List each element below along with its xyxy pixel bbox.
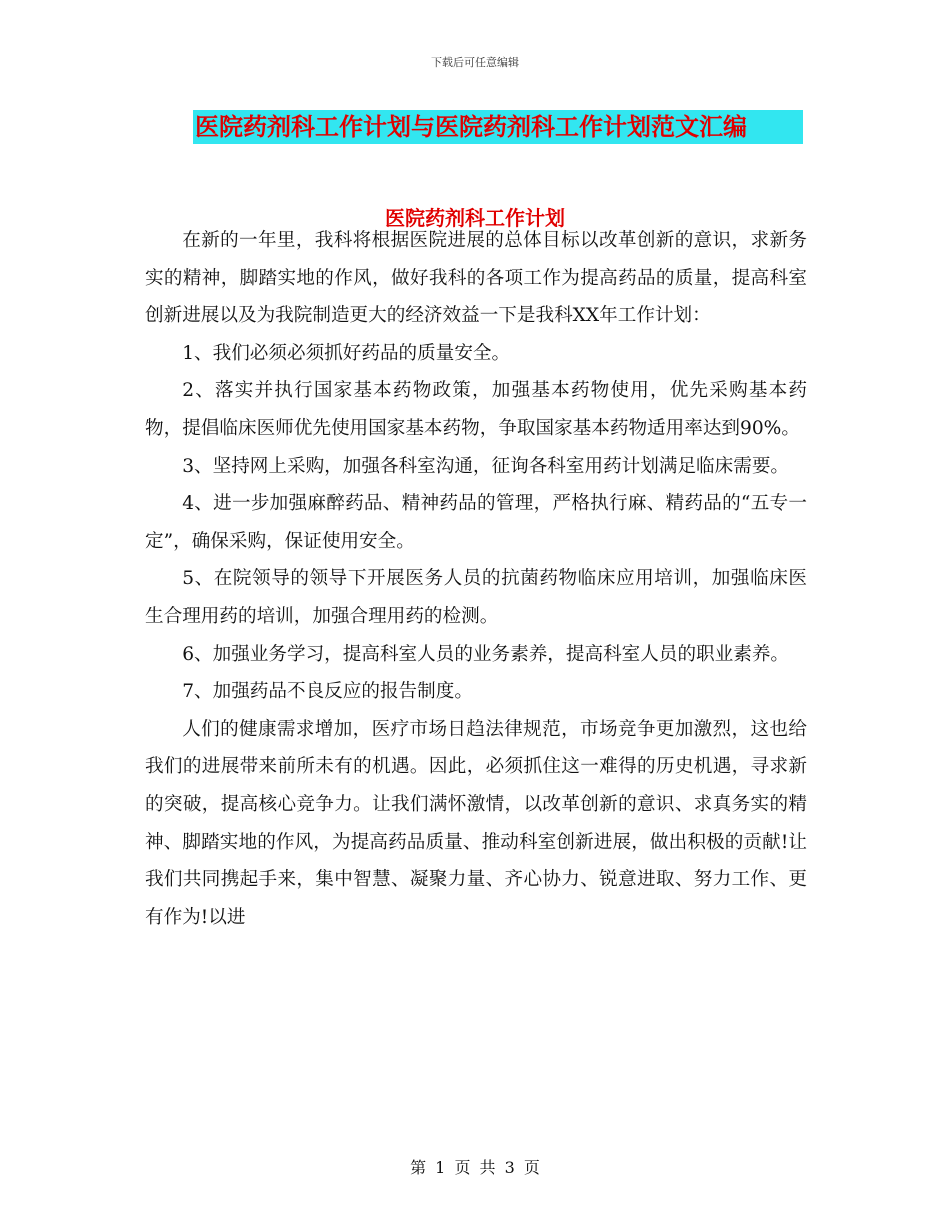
section-title: 医院药剂科工作计划 (385, 206, 565, 230)
document-body (145, 222, 807, 936)
paragraph-closing: 人们的健康需求增加，医疗市场日趋法律规范，市场竞争更加激烈，这也给我们的进展带来前所未有的机遇。因此，必须抓住这一难得的历史机遇，寻求新的突破，提高核心竞争力。让我们满怀激情，以改革创新的意识、求真务实的精神、脚踏实地的作风，为提高药品质量、推动科室创新进展，做出积极的贡献!让我们共同携起手来，集中智慧、凝聚力量、齐心协力、锐意进取、努力工作、更有作为!以进 (145, 718, 807, 928)
header-note: 下载后可任意编辑 (431, 56, 519, 69)
main-title-block (193, 110, 803, 144)
paragraph-intro: 在新的一年里，我科将根据医院进展的总体目标以改革创新的意识，求新务实的精神，脚踏实地的作风，做好我科的各项工作为提高药品的质量，提高科室创新进展以及为我院制造更大的经济效益一下是我科XX年工作计划： (145, 230, 807, 327)
paragraph-item-5: 5、在院领导的领导下开展医务人员的抗菌药物临床应用培训，加强临床医生合理用药的培训，加强合理用药的检测。 (145, 568, 807, 627)
paragraph-item-4: 4、进一步加强麻醉药品、精神药品的管理，严格执行麻、精药品的“五专一定”，确保采购，保证使用安全。 (145, 493, 807, 552)
paragraph-item-6: 6、加强业务学习，提高科室人员的业务素养，提高科室人员的职业素养。 (182, 643, 790, 665)
main-title: 医院药剂科工作计划与医院药剂科工作计划范文汇编 (193, 110, 803, 144)
page-footer: 第 1 页 共 3 页 (410, 1158, 540, 1177)
paragraph-item-1: 1、我们必须必须抓好药品的质量安全。 (182, 342, 511, 364)
paragraph-item-2: 2、落实并执行国家基本药物政策，加强基本药物使用，优先采购基本药物，提倡临床医师优先使用国家基本药物，争取国家基本药物适用率达到90%。 (145, 380, 807, 439)
paragraph-item-7: 7、加强药品不良反应的报告制度。 (182, 681, 473, 703)
paragraph-item-3: 3、坚持网上采购，加强各科室沟通，征询各科室用药计划满足临床需要。 (182, 455, 790, 477)
